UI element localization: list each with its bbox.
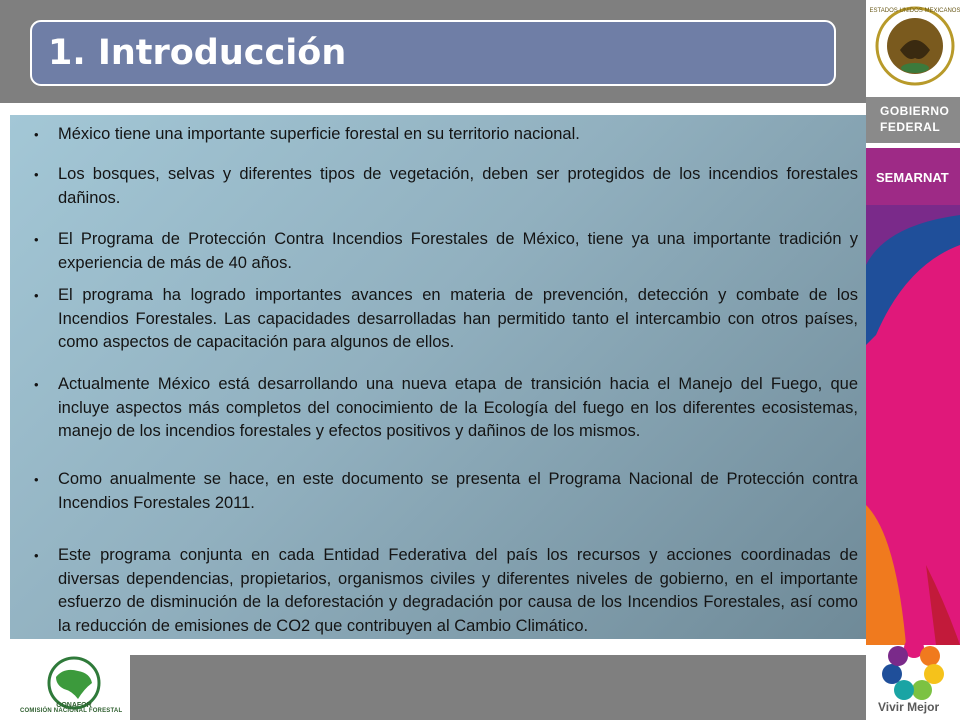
decorative-swoosh bbox=[866, 205, 960, 645]
bullet-text: Como anualmente se hace, en este documento se presenta el Programa Nacional de Protección contra Incendios Forestales 2011. bbox=[58, 470, 858, 512]
bullet-icon: • bbox=[34, 127, 39, 142]
vivir-mejor-flower-icon bbox=[874, 638, 954, 700]
bullet-text: Actualmente México está desarrollando una nueva etapa de transición hacia el Manejo del Fuego, que incluye aspectos más completos del conocimiento de la Ecología del fuego en los diferentes ecosistemas, manejo de los incendios forestales y efectos positivos y dañinos de los mismos. bbox=[58, 375, 858, 440]
bullet-icon: • bbox=[34, 288, 39, 303]
bullet-text: El programa ha logrado importantes avances en materia de prevención, detección y combate de los Incendios Forestales. Las capacidades desarrolladas han permitido tanto el intercambio con otros países, como aspectos de capacitación para algunos de ellos. bbox=[58, 286, 858, 351]
semarnat-label: SEMARNAT bbox=[876, 170, 949, 185]
conafor-logo-icon bbox=[34, 655, 114, 711]
title-box bbox=[30, 20, 836, 86]
bullet-text: El Programa de Protección Contra Incendios Forestales de México, tiene ya una importante tradición y experiencia de más de 40 años. bbox=[58, 230, 858, 272]
bullet-text: México tiene una importante superficie forestal en su territorio nacional. bbox=[58, 125, 580, 143]
bullet-text: Este programa conjunta en cada Entidad Federativa del país los recursos y acciones coordinadas de diversas dependencias, propietarios, organismos civiles y diferentes niveles de gobierno, en el importante esfuerzo de disminución de la deforestación y degradación por causa de los Incendios Forestales, así como la reducción de emisiones de CO2 que contribuyen al Cambio Climático. bbox=[58, 546, 858, 635]
seal-text: ESTADOS UNIDOS MEXICANOS bbox=[870, 8, 960, 14]
conafor-name: COMISIÓN NACIONAL FORESTAL bbox=[20, 708, 123, 714]
gobierno-federal-label bbox=[880, 103, 949, 135]
bullet-icon: • bbox=[34, 472, 39, 487]
list-item bbox=[34, 373, 858, 444]
list-item bbox=[34, 468, 858, 515]
list-item bbox=[34, 284, 858, 355]
bullet-icon: • bbox=[34, 377, 39, 392]
page-title: 1. Introducción bbox=[48, 33, 347, 73]
bullet-icon: • bbox=[34, 167, 39, 182]
gobierno-line: GOBIERNO bbox=[880, 104, 950, 118]
list-item bbox=[34, 544, 858, 638]
content-panel bbox=[10, 115, 866, 639]
list-item bbox=[34, 123, 858, 147]
vivir-mejor-label: Vivir Mejor bbox=[878, 700, 940, 714]
footer-band bbox=[130, 655, 866, 720]
mexico-seal-icon bbox=[870, 0, 960, 94]
conafor-acronym: CONAFOR bbox=[56, 702, 92, 709]
list-item bbox=[34, 228, 858, 275]
list-item bbox=[34, 163, 858, 210]
bullet-text: Los bosques, selvas y diferentes tipos de vegetación, deben ser protegidos de los incendios forestales dañinos. bbox=[58, 165, 858, 207]
bullet-icon: • bbox=[34, 548, 39, 563]
federal-line: FEDERAL bbox=[880, 120, 941, 134]
bullet-icon: • bbox=[34, 232, 39, 247]
